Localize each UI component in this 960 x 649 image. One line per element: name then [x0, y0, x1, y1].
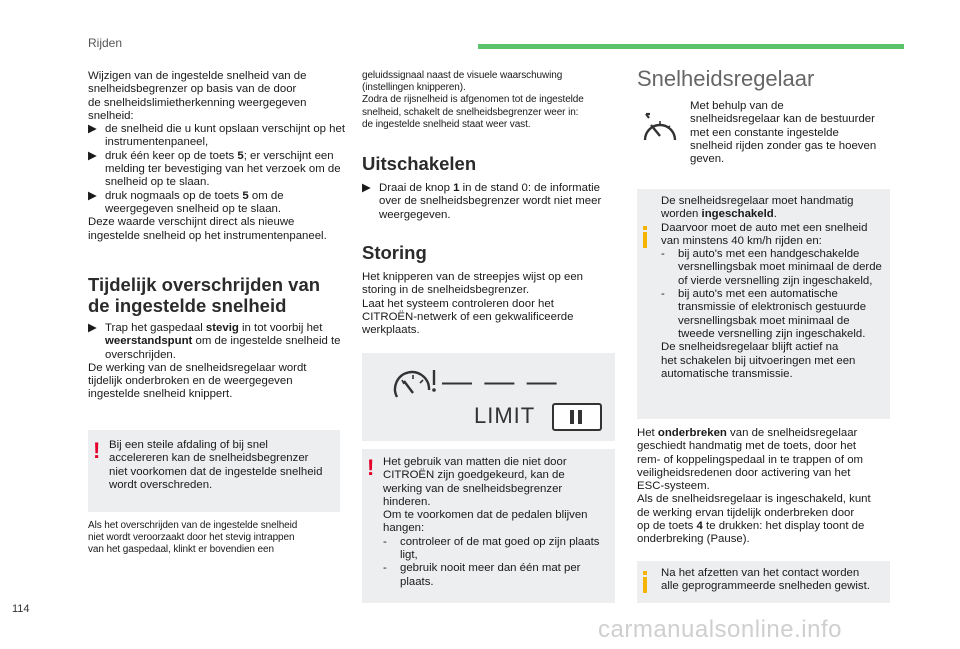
trap-block [88, 322, 352, 402]
list-item: - gebruik nooit meer dan één mat per plaats. [383, 562, 581, 588]
pause-icon [552, 403, 602, 431]
bullet-icon: ▶ [88, 123, 97, 136]
heading-switch-off: Uitschakelen [362, 153, 477, 174]
bullet-icon: ▶ [88, 149, 97, 162]
list-item: - bij auto's met een automatische transmissie of elektronisch gestuurde versnellingsbak moet minimaal de tweede versnelling zijn ingeschakeld. [661, 288, 867, 340]
info-icon [643, 577, 647, 593]
limit-display-illustration [362, 353, 615, 441]
heading-fault: Storing [362, 242, 427, 263]
header-accent-bar [478, 44, 904, 49]
cruise-control-icon [637, 108, 687, 148]
info-reset-text: Na het afzetten van het contact worden alle geprogrammeerde snelheden gewist. [661, 567, 870, 593]
intro-text: Wijzigen van de ingestelde snelheid van de snelheidsbegrenzer op basis van de door de snelheidslimietherkenning weergegeven snelheid: [88, 70, 307, 122]
warning-icon: ! [93, 438, 101, 463]
list-item: ▶ de snelheid die u kunt opslaan verschijnt op het instrumentenpaneel, [88, 123, 345, 149]
cruise-intro-text: Met behulp van de snelheidsregelaar kan de bestuurder met een constante ingestelde snelheid rijden zonder gas te hoeven geven. [690, 100, 877, 166]
footnote-text: Als het overschrijden van de ingestelde snelheid niet wordt veroorzaakt door het stevig intrappen van het gaspedaal, klinkt er bovendien een [88, 520, 298, 556]
warning-box-descent [88, 430, 340, 512]
fault-text: Het knipperen van de streepjes wijst op een storing in de snelheidsbegrenzer. Laat het systeem controleren door het CITROËN-netwerk of een gekwalificeerde werkplaats. [362, 271, 583, 337]
display-dashes: — — — [442, 365, 559, 398]
warning-icon: ! [367, 455, 375, 480]
switch-off-block [362, 182, 618, 222]
warning-text: Het gebruik van matten die niet door CITROËN zijn goedgekeurd, kan de werking van de snelheidsbegrenzer hinderen. Om te voorkomen dat de pedalen blijven hangen: [383, 456, 588, 535]
heading-temporary-exceed: Tijdelijk overschrijden van de ingestelde snelheid [88, 274, 321, 316]
outro-text: Deze waarde verschijnt direct als nieuwe ingestelde snelheid op het instrumentenpaneel. [88, 216, 327, 242]
heading-cruise-control: Snelheidsregelaar [637, 66, 815, 91]
column-1 [88, 70, 352, 243]
interrupt-text: Het onderbreken van de snelheidsregelaar geschiedt handmatig met de toets, door het rem- of koppelingspedaal in te trappen of om veiligheidsredenen door activering van het ESC-systeem. Als de snelheidsregelaar is ingeschakeld, kunt de werking ervan tijdelijk onderbreken door op de toets 4 te drukken: het display toont de onderbreking (Pause). [637, 427, 871, 546]
list-item: ▶ Draai de knop 1 in de stand 0: de informatie over de snelheidsbegrenzer wordt niet meer weergegeven. [362, 182, 602, 221]
list-item: ▶ druk nogmaals op de toets 5 om de weergegeven snelheid op te slaan. [88, 189, 284, 215]
info-box-reset [637, 561, 890, 603]
watermark: carmanualsonline.info [598, 616, 842, 643]
info-icon [643, 232, 647, 248]
bullet-icon: ▶ [88, 322, 97, 334]
list-item: ▶ druk één keer op de toets 5; er verschijnt een melding ter bevestiging van het verzoek om de snelheid op te slaan. [88, 149, 341, 189]
list-item: - bij auto's met een handgeschakelde versnellingsbak moet minimaal de derde of vierde versnelling zijn ingeschakeld, [661, 248, 882, 287]
bullet-icon: ▶ [88, 189, 97, 202]
after-text: De werking van de snelheidsregelaar wordt tijdelijk onderbroken en de weergegeven ingestelde snelheid knippert. [88, 361, 307, 401]
bullet-icon: ▶ [362, 182, 371, 194]
info-outro: De snelheidsregelaar blijft actief na het schakelen bij uitvoeringen met een automatische transmissie. [661, 341, 856, 380]
info-box-engage: De snelheidsregelaar moet handmatig worden ingeschakeld. Daarvoor moet de auto met een snelheid van minstens 40 km/h rijden en: - bij auto's met een handgeschakelde versnellingsbak moet minimaal de derde of vierde versnelling zijn ingeschakeld, - bij auto's met een automatische transmissie of elektronisch gestuurde versnellingsbak moet minimaal de tweede versnelling zijn ingeschakeld. De snelheidsregelaar blijft actief na het schakelen bij uitvoeringen met een automatische transmissie. [637, 189, 890, 419]
section-label: Rijden [88, 36, 123, 50]
page-number: 114 [12, 603, 30, 615]
list-item: - controleer of de mat goed op zijn plaats ligt, [383, 535, 600, 562]
continued-text: geluidssignaal naast de visuele waarschuwing (instellingen knipperen). Zodra de rijsnelheid is afgenomen tot de ingestelde snelheid, schakelt de snelheidsbegrenzer weer in: de ingestelde snelheid staat weer vast. [362, 70, 584, 130]
warning-box-mats [362, 449, 615, 603]
display-limit-label: LIMIT [474, 403, 536, 428]
list-item: ▶ Trap het gaspedaal stevig in tot voorbij het weerstandspunt om de ingestelde snelheid te overschrijden. [88, 322, 341, 361]
warning-text: Bij een steile afdaling of bij snel accelereren kan de snelheidsbegrenzer niet voorkomen dat de ingestelde snelheid wordt overschreden. [109, 439, 323, 491]
